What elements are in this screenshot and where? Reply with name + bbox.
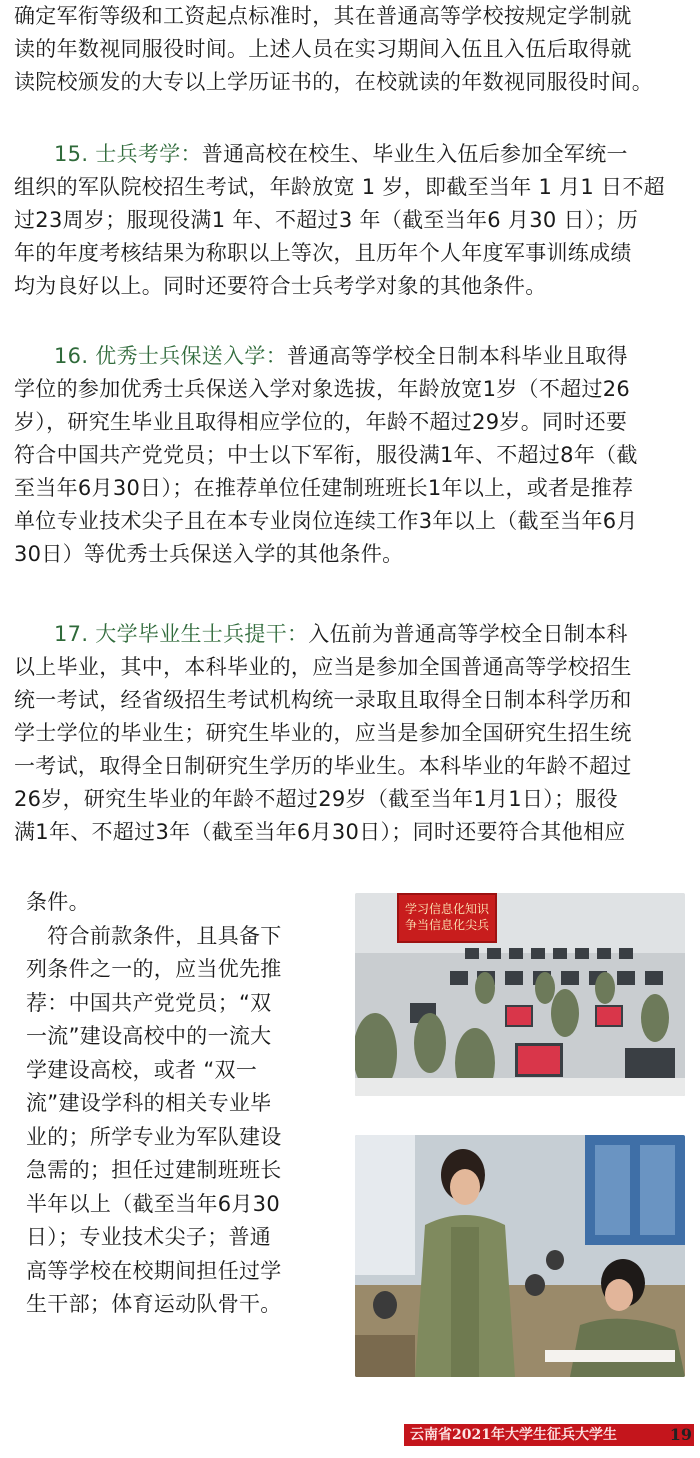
text-line: 一流”建设高校中的一流大 bbox=[26, 1024, 272, 1048]
footer-banner: 云南省2021年大学生征兵大学生 bbox=[404, 1424, 694, 1446]
slogan-banner bbox=[397, 893, 497, 943]
item-15-paragraph bbox=[14, 138, 686, 303]
item-term: 士兵考学： bbox=[95, 142, 202, 166]
text-line: 岁），研究生毕业且取得相应学位的，年龄不超过29岁。同时还要 bbox=[14, 410, 628, 434]
text-line: 年的年度考核结果为称职以上等次，且历年个人年度军事训练成绩 bbox=[14, 241, 632, 265]
text-line: 入伍前为普通高等学校全日制本科 bbox=[308, 622, 628, 646]
text-line: 学建设高校，或者 “双一 bbox=[26, 1057, 258, 1082]
exam-illustration bbox=[355, 1135, 685, 1377]
text-line: 至当年6月30日）；在推荐单位任建制班班长1年以上，或者是推荐 bbox=[14, 476, 634, 500]
text-line: 学士学位的毕业生；研究生毕业的，应当是参加全国研究生招生统 bbox=[14, 721, 632, 745]
text-line: 读院校颁发的大专以上学历证书的，在校就读的年数视同服役时间。 bbox=[14, 70, 653, 94]
text-line: 单位专业技术尖子且在本专业岗位连续工作3年以上（截至当年6月 bbox=[14, 509, 638, 533]
text-line: 符合中国共产党党员；中士以下军衔，服役满1年、不超过8年（截 bbox=[14, 443, 638, 467]
text-line: 业的；所学专业为军队建设 bbox=[26, 1124, 282, 1149]
priority-conditions-text bbox=[26, 886, 326, 1322]
text-line: 条件。 bbox=[26, 890, 90, 914]
text-line: 满1年、不超过3年（截至当年6月30日）；同时还要符合其他相应 bbox=[14, 820, 626, 844]
text-line: 列条件之一的，应当优先推 bbox=[26, 957, 282, 981]
item-number: 17. bbox=[54, 622, 89, 646]
intro-paragraph bbox=[14, 0, 686, 99]
text-line: 符合前款条件，且具备下 bbox=[26, 923, 282, 948]
item-number: 15. bbox=[54, 142, 89, 166]
text-line: 一考试，取得全日制研究生学历的毕业生。本科毕业的年龄不超过 bbox=[14, 754, 632, 778]
text-line: 高等学校在校期间担任过学 bbox=[26, 1258, 282, 1283]
text-line: 生干部；体育运动队骨干。 bbox=[26, 1292, 282, 1316]
text-line: 半年以上（截至当年6月30 bbox=[26, 1191, 280, 1216]
computer-classroom-photo bbox=[355, 893, 685, 1096]
item-17-paragraph bbox=[14, 618, 686, 849]
text-line: 确定军衔等级和工资起点标准时，其在普通高等学校按规定学制就 bbox=[14, 4, 632, 28]
text-line: 过23周岁；服现役满1 年、不超过3 年（截至当年6 月30 日）；历 bbox=[14, 208, 639, 232]
text-line: 统一考试，经省级招生考试机构统一录取且取得全日制本科学历和 bbox=[14, 688, 632, 712]
item-number: 16. bbox=[54, 344, 89, 368]
text-line: 26岁，研究生毕业的年龄不超过29岁（截至当年1月1日）；服役 bbox=[14, 787, 618, 811]
text-line: 均为良好以上。同时还要符合士兵考学对象的其他条件。 bbox=[14, 274, 547, 298]
banner-line: 争当信息化尖兵 bbox=[404, 918, 489, 932]
text-line: 流”建设学科的相关专业毕 bbox=[26, 1091, 272, 1115]
text-line: 普通高校在校生、毕业生入伍后参加全军统一 bbox=[201, 142, 628, 166]
page-number: 19 bbox=[669, 1425, 692, 1444]
text-line: 荐：中国共产党党员；“双 bbox=[26, 990, 272, 1015]
banner-line: 学习信息化知识 bbox=[404, 902, 489, 916]
item-16-paragraph bbox=[14, 340, 686, 571]
text-line: 读的年数视同服役时间。上述人员在实习期间入伍且入伍后取得就 bbox=[14, 37, 632, 61]
text-line: 组织的军队院校招生考试，年龄放宽 1 岁，即截至当年 1 月1 日不超 bbox=[14, 175, 665, 199]
text-line: 30日）等优秀士兵保送入学的其他条件。 bbox=[14, 542, 404, 566]
text-line: 学位的参加优秀士兵保送入学对象选拔，年龄放宽1岁（不超过26 bbox=[14, 377, 631, 401]
text-line: 以上毕业，其中，本科毕业的，应当是参加全国普通高等学校招生 bbox=[14, 655, 632, 679]
item-term: 大学毕业生士兵提干： bbox=[95, 622, 309, 646]
exam-hall-photo bbox=[355, 1135, 685, 1377]
item-term: 优秀士兵保送入学： bbox=[95, 344, 287, 368]
text-line: 日）；专业技术尖子；普通 bbox=[26, 1225, 272, 1249]
text-line: 普通高等学校全日制本科毕业且取得 bbox=[287, 344, 628, 368]
text-line: 急需的；担任过建制班班长 bbox=[26, 1158, 282, 1182]
